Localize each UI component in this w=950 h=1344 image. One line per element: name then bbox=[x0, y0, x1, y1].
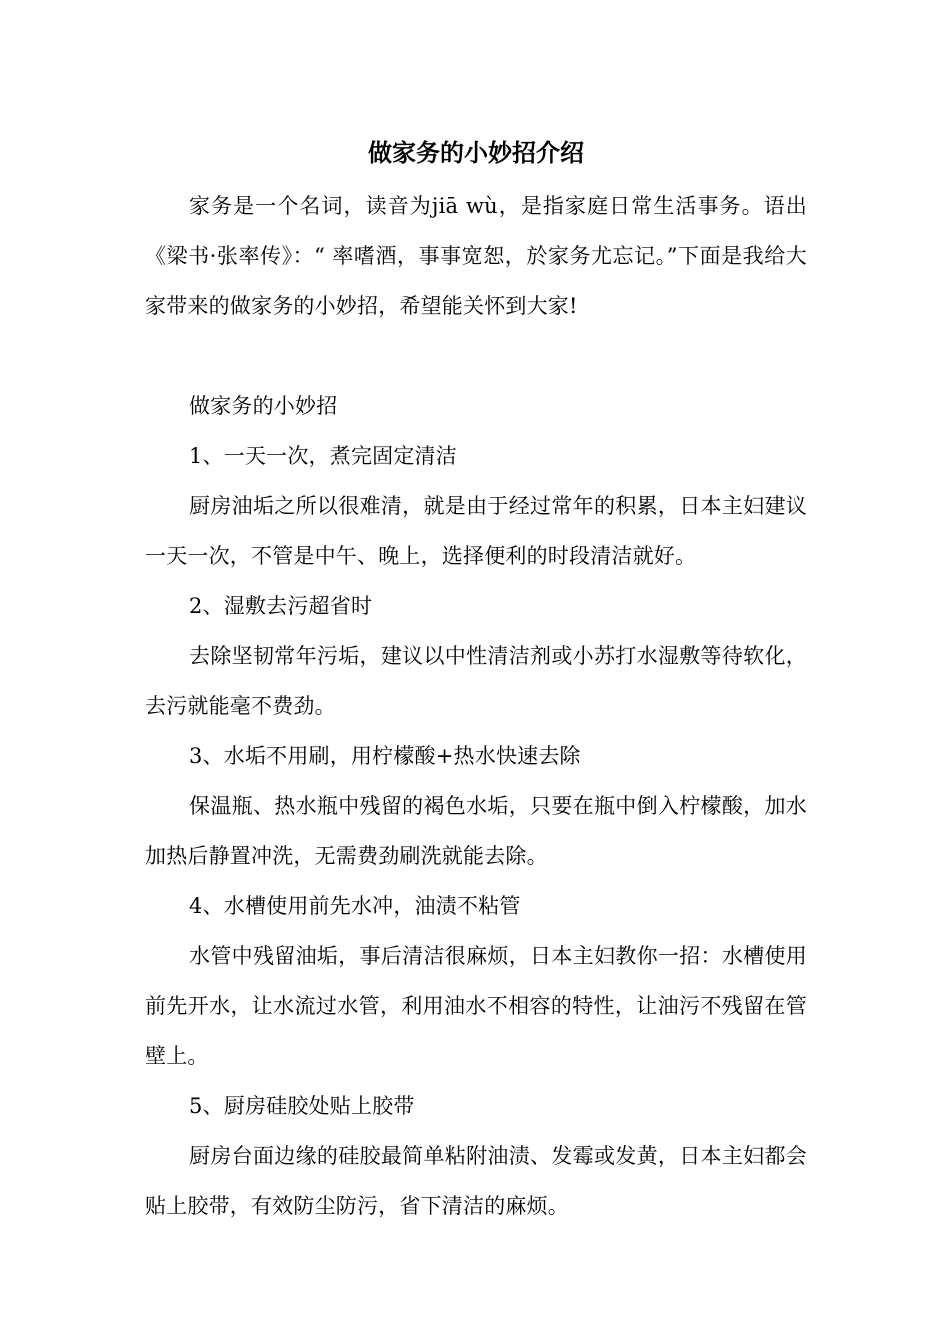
tip-3-body: 保温瓶、热水瓶中残留的褐色水垢，只要在瓶中倒入柠檬酸，加水加热后静置冲洗，无需费劲刷洗就能去除。 bbox=[145, 794, 807, 868]
tip-1-heading: 1、一天一次，煮完固定清洁 bbox=[189, 444, 457, 468]
tip-4-heading: 4、水槽使用前先水冲，油渍不粘管 bbox=[189, 894, 521, 918]
section-heading: 做家务的小妙招 bbox=[189, 394, 338, 418]
tip-2-heading: 2、湿敷去污超省时 bbox=[189, 594, 373, 618]
tip-5-body: 厨房台面边缘的硅胶最简单粘附油渍、发霉或发黄，日本主妇都会贴上胶带，有效防尘防污，省下清洁的麻烦。 bbox=[145, 1144, 807, 1218]
document-title: 做家务的小妙招介绍 bbox=[368, 138, 584, 167]
tip-2-body: 去除坚韧常年污垢，建议以中性清洁剂或小苏打水湿敷等待软化，去污就能毫不费劲。 bbox=[145, 644, 807, 718]
tip-1-body: 厨房油垢之所以很难清，就是由于经过常年的积累，日本主妇建议一天一次，不管是中午、晚上，选择便利的时段清洁就好。 bbox=[145, 494, 807, 568]
tip-4-body: 水管中残留油垢，事后清洁很麻烦，日本主妇教你一招：水槽使用前先开水，让水流过水管，利用油水不相容的特性，让油污不残留在管壁上。 bbox=[145, 944, 807, 1068]
intro-paragraph: 家务是一个名词，读音为jiā wù，是指家庭日常生活事务。语出《梁书·张率传》：“ 率嗜酒，事事宽恕，於家务尤忘记。”下面是我给大家带来的做家务的小妙招，希望能关怀到大家! bbox=[145, 194, 807, 318]
tip-3-heading: 3、水垢不用刷，用柠檬酸+热水快速去除 bbox=[189, 744, 581, 768]
document-page bbox=[145, 131, 807, 1231]
tip-5-heading: 5、厨房硅胶处贴上胶带 bbox=[189, 1094, 415, 1118]
paragraph-gap bbox=[145, 331, 807, 381]
